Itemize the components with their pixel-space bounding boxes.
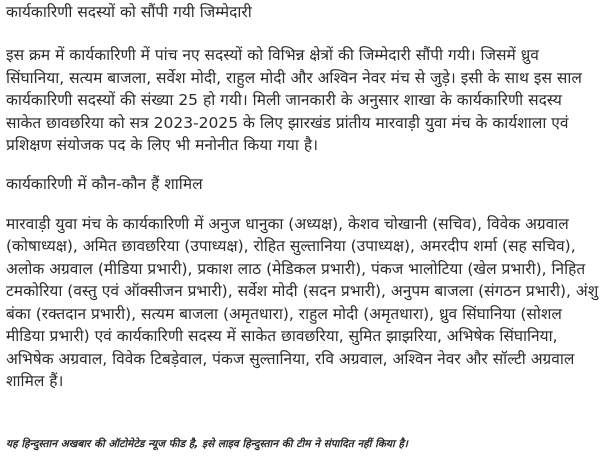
section-heading-responsibilities: कार्यकारिणी सदस्यों को सौंपी गयी जिम्मेदारी: [6, 3, 252, 21]
article-body: [6, 0, 600, 393]
paragraph-new-members: इस क्रम में कार्यकारिणी में पांच नए सदस्यों को विभिन्न क्षेत्रों की जिम्मेदारी सौंपी गयी। जिसमें ध्रुव सिंघानिया, सत्यम बाजला, सर्वेश मोदी, राहुल मोदी और अश्विन नेवर मंच से जुड़े। इसी के साथ इस साल कार्यकारिणी सदस्यों की संख्या 25 हो गयी। मिली जानकारी के अनुसार शाखा के कार्यकारिणी सदस्य साकेत छावछरिया को सत्र 2023-2025 के लिए झारखंड प्रांतीय मारवाड़ी युवा मंच के कार्यशाला एवं प्रशिक्षण संयोजक पद के लिए भी मनोनीत किया गया है।: [6, 46, 582, 154]
section-heading-members: कार्यकारिणी में कौन-कौन हैं शामिल: [6, 174, 203, 193]
paragraph-member-list: मारवाड़ी युवा मंच के कार्यकारिणी में अनुज धानुका (अध्यक्ष), केशव चोखानी (सचिव), विवेक अग्रवाल (कोषाध्यक्ष), अमित छावछरिया (उपाध्यक्ष), रोहित सुल्तानिया (उपाध्यक्ष), अमरदीप शर्मा (सह सचिव), अलोक अग्रवाल (मीडिया प्रभारी), प्रकाश लाठ (मेडिकल प्रभारी), पंकज भालोटिया (खेल प्रभारी), निहित टमकोरिया (वस्तु एवं ऑक्सीजन प्रभारी), सर्वेश मोदी (सदन प्रभारी), अनुपम बाजला (संगठन प्रभारी), अंशु बंका (रक्तदान प्रभारी), सत्यम बाजला (अमृतधारा), राहुल मोदी (अमृतधारा), ध्रुव सिंघानिया (सोशल मीडिया प्रभारी) एवं कार्यकारिणी सदस्य में साकेत छावछरिया, सुमित झाझरिया, अभिषेक सिंघानिया, अभिषेक अग्रवाल, विवेक टिबड़ेवाल, पंकज सुल्तानिया, रवि अग्रवाल, अश्विन नेवर और सॉल्टी अग्रवाल शामिल हैं।: [6, 214, 599, 390]
feed-disclaimer: यह हिन्दुस्तान अखबार की ऑटोमेटेड न्यूज फीड है, इसे लाइव हिन्दुस्तान की टीम ने संपादित नहीं किया है।: [6, 438, 408, 450]
